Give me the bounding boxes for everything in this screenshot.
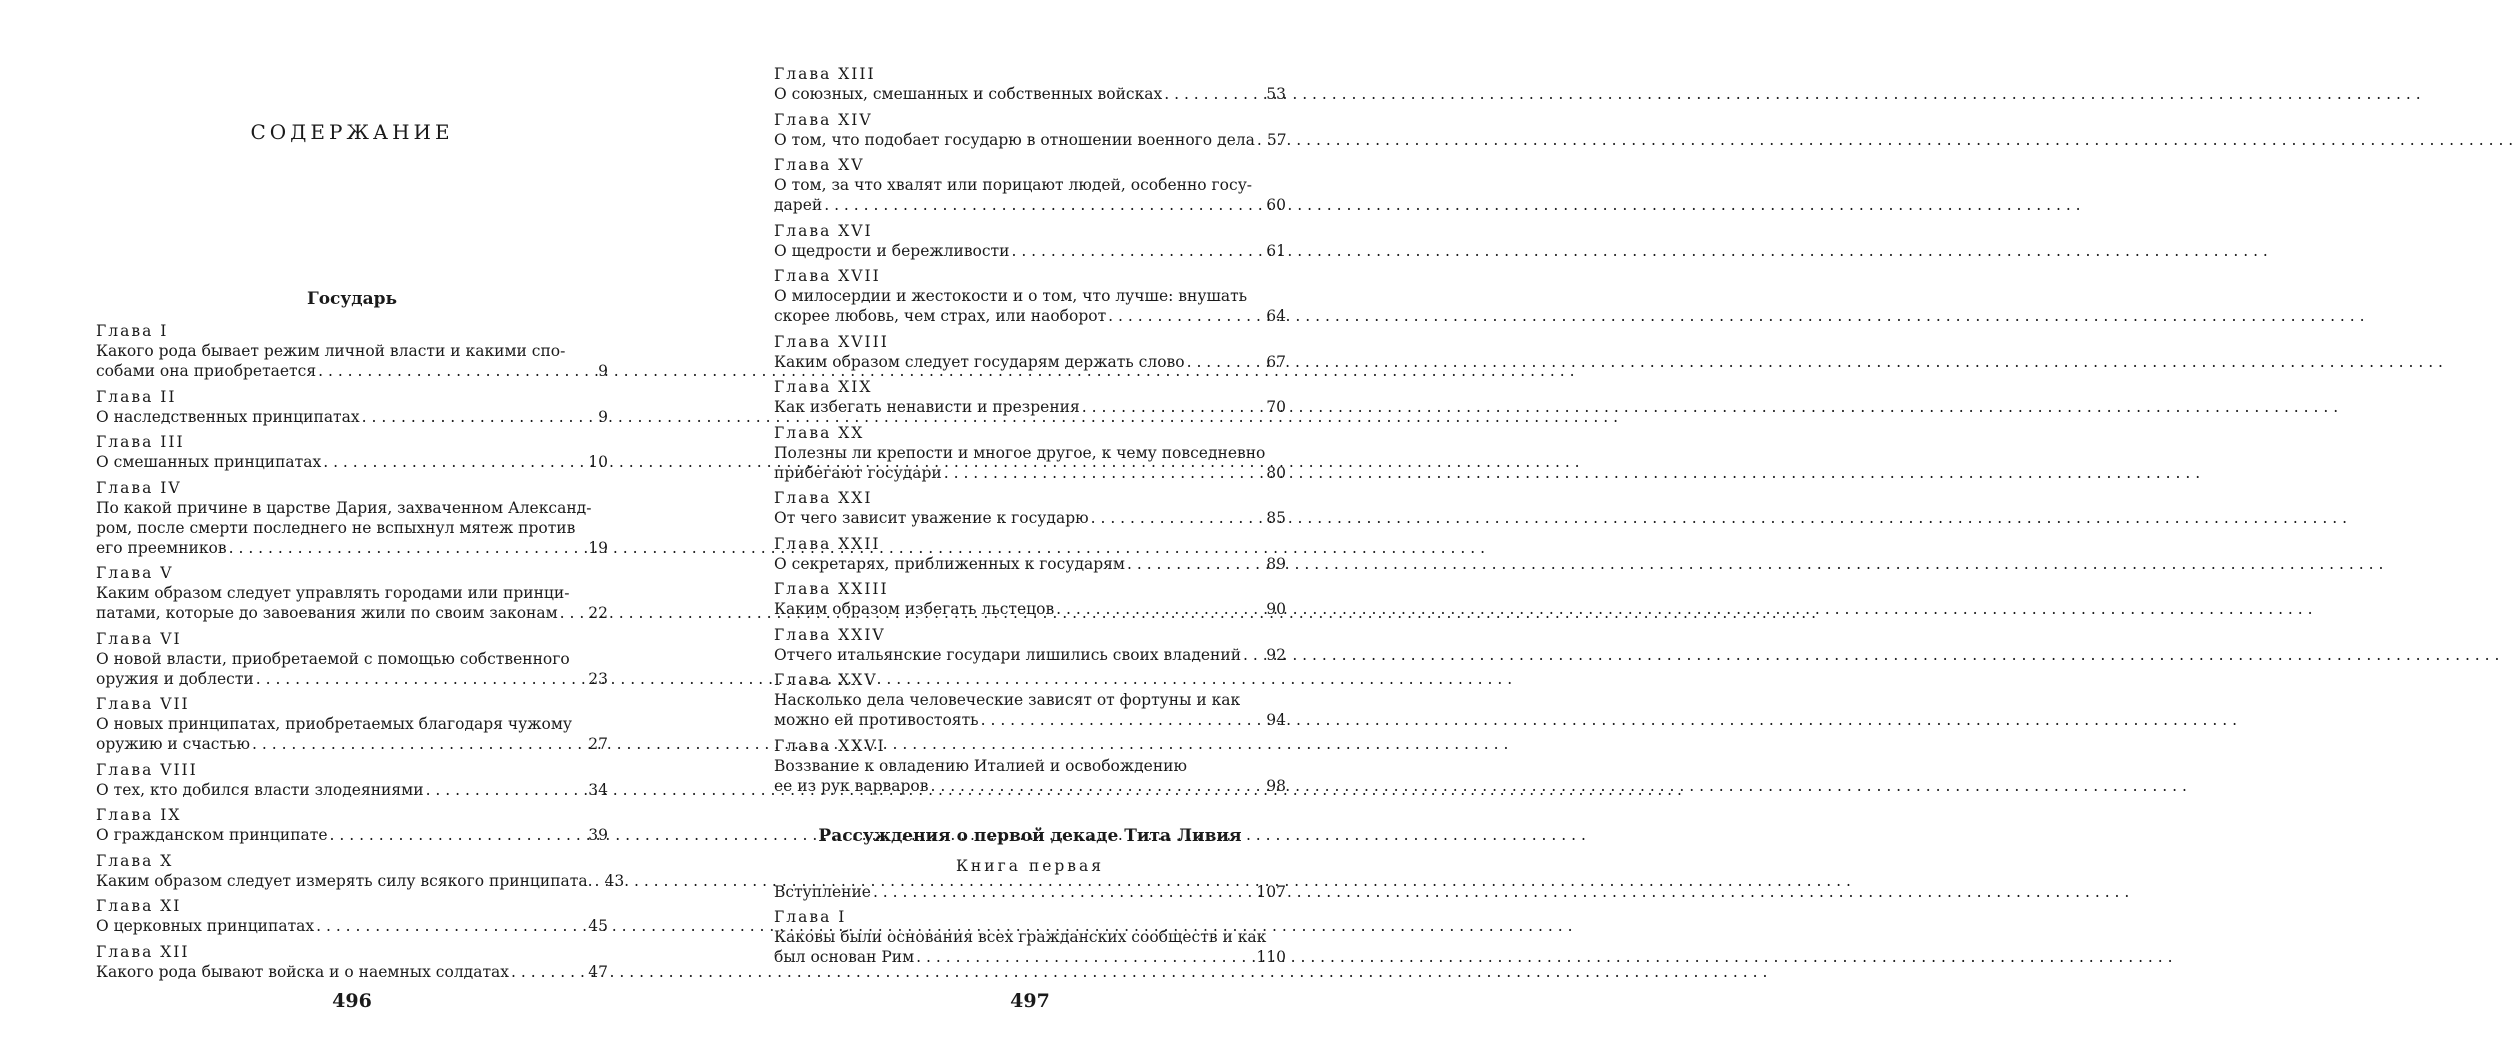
toc-entry-title: Отчего итальянские государи лишились своих владений xyxy=(774,645,1242,664)
toc-entry xyxy=(96,563,608,623)
toc-entry xyxy=(774,64,1286,104)
toc-entry-line xyxy=(774,882,1286,902)
toc-entry-title: прибегают государи xyxy=(774,463,942,482)
toc-entry xyxy=(774,423,1286,483)
toc-page-number: 80 xyxy=(1266,463,1286,482)
toc-entry-line xyxy=(96,962,608,982)
toc-page-number: 61 xyxy=(1266,241,1286,260)
toc-page-number: 19 xyxy=(588,538,608,557)
chapter-label: Глава XVII xyxy=(774,267,881,285)
toc-entry-title: О гражданском принципате xyxy=(96,826,328,844)
dot-leader xyxy=(981,710,1265,730)
toc-page-number: 45 xyxy=(588,917,608,935)
toc-entry-line xyxy=(96,916,608,936)
toc-entry-title: Как избегать ненависти и презрения xyxy=(774,398,1080,416)
chapter-label: Глава XVIII xyxy=(774,332,889,351)
chapter-label: Глава XXIII xyxy=(774,580,889,598)
toc-entry-line xyxy=(774,241,1286,261)
dot-leader xyxy=(256,669,587,689)
chapter-label: Глава VI xyxy=(96,629,182,648)
toc-page-number: 9 xyxy=(598,407,608,426)
toc-entry-title-line: По какой причине в царстве Дария, захваченном Александ- xyxy=(96,498,592,517)
toc-entry-line xyxy=(774,710,1286,730)
toc-entry-title: О секретарях, приближенных к государям xyxy=(774,554,1125,573)
toc-entry-line xyxy=(96,452,608,472)
toc-entry-title: Каким образом следует измерять силу всякого принципата. xyxy=(96,871,593,890)
toc-page-number: 92 xyxy=(1266,645,1286,664)
toc-entry-title: Каким образом следует государям держать слово xyxy=(774,352,1185,371)
toc-entry-line xyxy=(96,407,608,427)
toc-page-number: 9 xyxy=(598,362,608,380)
toc-entry xyxy=(774,110,1286,150)
toc-entry xyxy=(774,155,1286,215)
toc-entry-title-line: ром, после смерти последнего не вспыхнул мятеж против xyxy=(96,518,576,537)
toc-entry-line xyxy=(96,603,608,623)
toc-entry xyxy=(96,432,608,472)
toc-page-number: 70 xyxy=(1266,398,1286,416)
toc-entry-line xyxy=(96,734,608,754)
toc-entry-title-line: О милосердии и жестокости и о том, что лучше: внушать xyxy=(774,287,1248,305)
toc-entry-line xyxy=(96,871,625,891)
toc-entry xyxy=(96,629,608,689)
toc-entry-line xyxy=(774,463,1286,483)
toc-list-gosudar-continued xyxy=(774,64,1286,796)
toc-entry-title: О союзных, смешанных и собственных войсках xyxy=(774,85,1163,103)
toc-entry-line xyxy=(774,397,1286,417)
dot-leader xyxy=(229,538,587,558)
toc-entry-title: ее из рук варваров xyxy=(774,776,929,795)
chapter-label: Глава XIII xyxy=(774,65,876,83)
toc-entry-title: был основан Рим xyxy=(774,948,915,966)
toc-page-number: 39 xyxy=(588,826,608,844)
toc-entry xyxy=(96,321,608,381)
page-number-left: 496 xyxy=(332,990,372,1012)
dot-leader xyxy=(426,780,587,800)
discourses-section xyxy=(774,824,1286,968)
toc-entry xyxy=(96,851,625,891)
chapter-label: Глава XXII xyxy=(774,534,881,553)
toc-page-number: 23 xyxy=(588,669,608,688)
right-page xyxy=(774,0,1286,1045)
toc-entry-title-line: Какого рода бывает режим личной власти и какими спо- xyxy=(96,342,566,360)
chapter-label: Глава VIII xyxy=(96,760,198,779)
toc-entry-title-line: Каковы были основания всех гражданских сообществ и как xyxy=(774,928,1267,946)
toc-entry-title: его преемников xyxy=(96,538,227,557)
dot-leader xyxy=(944,463,1265,483)
toc-page-number: 107 xyxy=(1256,882,1286,901)
chapter-label: Глава XXIV xyxy=(774,625,886,644)
toc-page-number: 64 xyxy=(1266,307,1286,325)
toc-page-number: 89 xyxy=(1266,554,1286,573)
chapter-label: Глава XIX xyxy=(774,378,873,396)
toc-entry-line xyxy=(96,361,608,381)
toc-page-number: 90 xyxy=(1266,600,1286,618)
toc-entry-title-line: О том, за что хвалят или порицают людей, особенно госу- xyxy=(774,176,1253,194)
dot-leader xyxy=(330,825,587,845)
dot-leader xyxy=(323,452,586,472)
toc-entry xyxy=(96,942,608,982)
chapter-label: Глава X xyxy=(96,851,174,870)
chapter-label: Глава XVI xyxy=(774,221,873,240)
toc-entry xyxy=(774,534,1286,574)
toc-page-number: 34 xyxy=(588,780,608,799)
toc-entry xyxy=(774,736,1286,796)
toc-page-number: 98 xyxy=(1266,776,1286,795)
toc-entry-line xyxy=(774,306,1286,326)
dot-leader xyxy=(511,962,586,982)
toc-page-number: 94 xyxy=(1266,711,1286,729)
chapter-label: Глава II xyxy=(96,387,177,406)
dot-leader xyxy=(873,882,1254,902)
toc-entry-title-line: О новой власти, приобретаемой с помощью собственного xyxy=(96,649,570,668)
toc-entry-title-line: Насколько дела человеческие зависят от фортуны и как xyxy=(774,691,1241,709)
toc-entry-title: О том, что подобает государю в отношении военного дела xyxy=(774,130,1255,149)
toc-entry-title: дарей xyxy=(774,196,823,214)
toc-page-number: 110 xyxy=(1256,948,1286,966)
chapter-label: Глава XIV xyxy=(774,110,873,129)
chapter-label: Глава I xyxy=(774,908,847,926)
chapter-label: Глава I xyxy=(96,322,169,340)
chapter-label: Глава XXI xyxy=(774,489,873,507)
chapter-label: Глава XV xyxy=(774,156,865,174)
toc-page-number: 67 xyxy=(1266,352,1286,371)
book-title: Книга первая xyxy=(955,856,1105,875)
dot-leader xyxy=(1082,397,1265,417)
chapter-label: Глава XX xyxy=(774,423,865,442)
toc-entry-line xyxy=(774,352,1286,372)
toc-entry-introduction xyxy=(774,882,1286,902)
toc-entry-title: О тех, кто добился власти злодеяниями xyxy=(96,780,424,799)
toc-page-number: 10 xyxy=(588,453,608,471)
toc-page-number: 60 xyxy=(1266,196,1286,214)
dot-leader xyxy=(916,947,1254,967)
dot-leader xyxy=(1164,84,1264,104)
page-number-right: 497 xyxy=(1010,990,1050,1012)
dot-leader xyxy=(316,916,586,936)
dot-leader xyxy=(1091,508,1265,528)
toc-entry-title: Вступление xyxy=(774,882,871,901)
dot-leader xyxy=(1257,130,1265,150)
toc-entry xyxy=(774,377,1286,417)
section-title-gosudar: Государь xyxy=(306,289,398,309)
chapter-label: Глава XI xyxy=(96,897,182,915)
dot-leader xyxy=(318,361,596,381)
toc-entry-title: От чего зависит уважение к государю xyxy=(774,509,1089,527)
toc-page-number: 53 xyxy=(1266,85,1286,103)
chapter-label: Глава V xyxy=(96,564,174,582)
toc-entry-line xyxy=(96,780,608,800)
dot-leader xyxy=(362,407,597,427)
dot-leader xyxy=(595,871,603,891)
toc-entry-line xyxy=(96,538,608,558)
chapter-label: Глава XXV xyxy=(774,671,878,689)
toc-entry-title: О смешанных принципатах xyxy=(96,453,322,471)
toc-entry-line xyxy=(96,669,608,689)
toc-list-discourses xyxy=(774,907,1286,967)
dot-leader xyxy=(1108,306,1264,326)
dot-leader xyxy=(824,195,1264,215)
toc-entry-line xyxy=(774,84,1286,104)
toc-entry-title-line: О новых принципатах, приобретаемых благодаря чужому xyxy=(96,715,573,733)
toc-entry-line xyxy=(774,599,1286,619)
dot-leader xyxy=(1011,241,1264,261)
toc-entry-line xyxy=(774,776,1286,796)
toc-entry-title: О церковных принципатах xyxy=(96,917,315,935)
toc-entry xyxy=(96,387,608,427)
toc-entry-title: скорее любовь, чем страх, или наоборот xyxy=(774,307,1107,325)
toc-entry xyxy=(96,805,608,845)
toc-page-number: 27 xyxy=(588,735,608,753)
toc-entry-title: патами, которые до завоевания жили по своим законам xyxy=(96,604,558,622)
toc-entry-title-line: Полезны ли крепости и многое другое, к чему повседневно xyxy=(774,443,1266,462)
toc-entry-title: О щедрости и бережливости xyxy=(774,241,1010,260)
toc-entry-title-line: Каким образом следует управлять городами или принци- xyxy=(96,584,570,602)
toc-entry xyxy=(96,478,608,558)
toc-entry xyxy=(774,488,1286,528)
dot-leader xyxy=(1127,554,1264,574)
toc-entry-title: О наследственных принципатах xyxy=(96,407,360,426)
toc-entry-title: можно ей противостоять xyxy=(774,711,979,729)
toc-entry-title: Какого рода бывают войска и о наемных солдатах xyxy=(96,962,510,981)
toc-entry-line xyxy=(774,130,1286,150)
toc-entry-line xyxy=(774,554,1286,574)
toc-page-number: 47 xyxy=(588,962,608,981)
dot-leader xyxy=(930,776,1264,796)
toc-entry-title: оружию и счастью xyxy=(96,735,251,753)
toc-entry-line xyxy=(774,508,1286,528)
chapter-label: Глава IX xyxy=(96,806,182,824)
toc-entry-line xyxy=(774,645,1286,665)
toc-entry-line xyxy=(774,195,1286,215)
toc-page-number: 85 xyxy=(1266,509,1286,527)
dot-leader xyxy=(560,603,587,623)
dot-leader xyxy=(1187,352,1265,372)
toc-list-left xyxy=(96,321,625,987)
chapter-label: Глава VII xyxy=(96,695,190,713)
toc-entry xyxy=(774,670,1286,730)
toc-entry xyxy=(96,694,608,754)
chapter-label: Глава XII xyxy=(96,942,190,961)
dot-leader xyxy=(1243,645,1264,665)
toc-entry xyxy=(774,625,1286,665)
toc-entry xyxy=(774,221,1286,261)
toc-entry-title: оружия и доблести xyxy=(96,669,254,688)
left-page xyxy=(96,0,625,1045)
toc-page-number: 22 xyxy=(588,604,608,622)
dot-leader xyxy=(252,734,586,754)
chapter-label: Глава III xyxy=(96,433,185,451)
toc-page-number: 57 xyxy=(1266,130,1287,149)
section-title-discourses: Рассуждения о первой декаде Тита Ливия xyxy=(818,825,1242,846)
toc-entry-title: Каким образом избегать льстецов xyxy=(774,600,1055,618)
contents-heading: СОДЕРЖАНИЕ xyxy=(250,120,454,144)
toc-entry-title-line: Воззвание к овладению Италией и освобождению xyxy=(774,756,1187,775)
toc-entry-line xyxy=(96,825,608,845)
toc-page-number: 43 xyxy=(604,871,625,890)
toc-entry xyxy=(774,266,1286,326)
toc-list-right xyxy=(774,64,1286,973)
toc-entry xyxy=(774,332,1286,372)
toc-entry-title: собами она приобретается xyxy=(96,362,317,380)
toc-entry xyxy=(96,896,608,936)
toc-entry xyxy=(774,907,1286,967)
chapter-label: Глава XXVI xyxy=(774,736,886,755)
dot-leader xyxy=(1056,599,1264,619)
toc-entry xyxy=(96,760,608,800)
chapter-label: Глава IV xyxy=(96,478,182,497)
toc-entry-line xyxy=(774,947,1286,967)
toc-entry xyxy=(774,579,1286,619)
